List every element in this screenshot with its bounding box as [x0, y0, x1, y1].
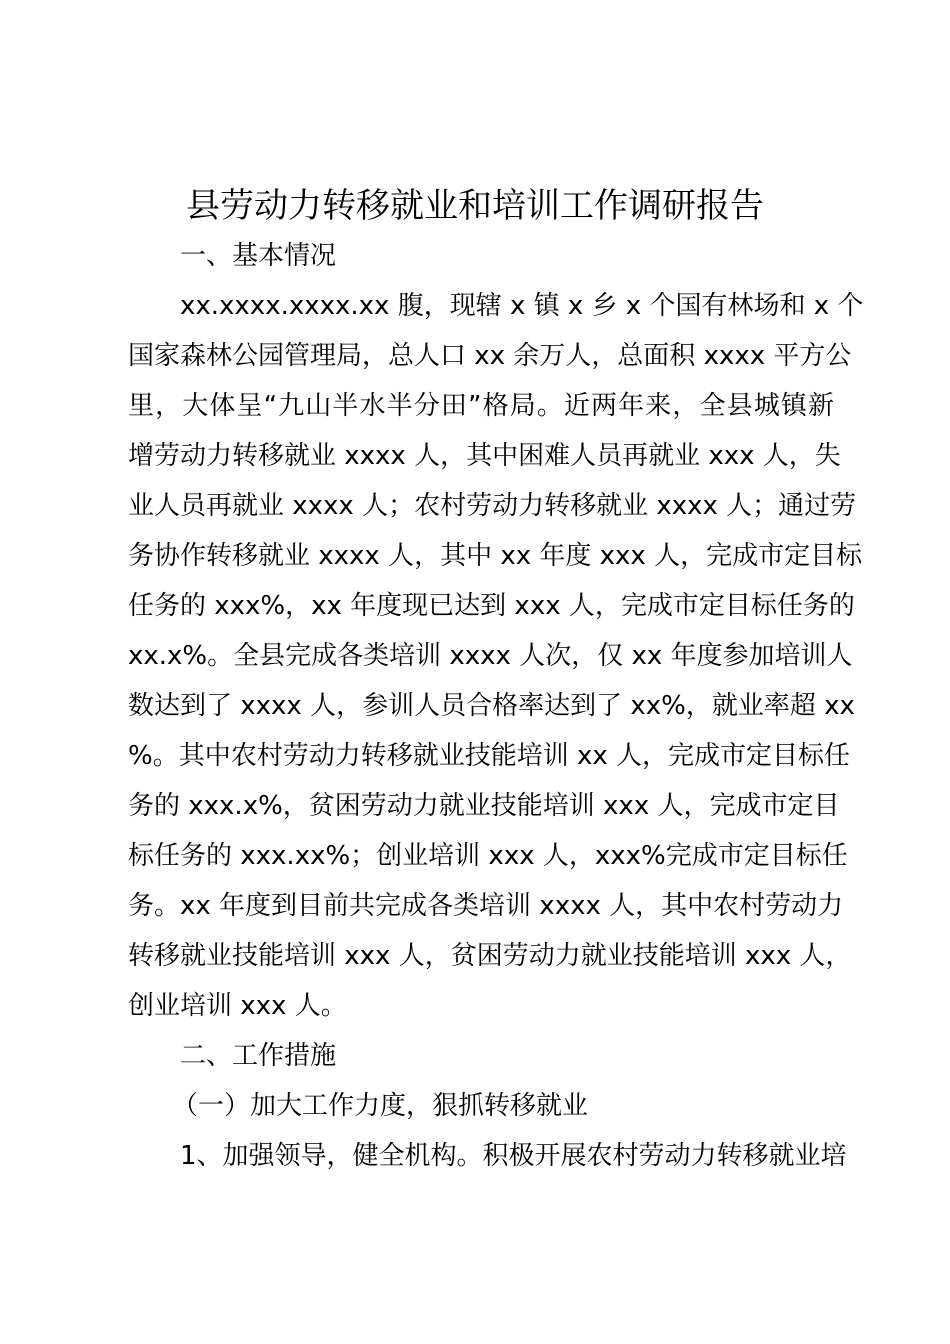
paragraph-line: %。其中农村劳动力转移就业技能培训 xx 人，完成市定目标任 [128, 741, 851, 771]
paragraph-line: xx.xxxx.xxxx.xx 腹，现辖 x 镇 x 乡 x 个国有林场和 x 个 [180, 291, 864, 321]
paragraph-line: 务协作转移就业 xxxx 人，其中 xx 年度 xxx 人，完成市定目标 [128, 541, 863, 571]
paragraph-line: 数达到了 xxxx 人，参训人员合格率达到了 xx%，就业率超 xx [128, 691, 855, 721]
paragraph-line: 里，大体呈“九山半水半分田”格局。近两年来，全县城镇新 [128, 391, 834, 421]
paragraph-line: 转移就业技能培训 xxx 人，贫困劳动力就业技能培训 xxx 人， [128, 941, 852, 971]
paragraph-line: 任务的 xxx%，xx 年度现已达到 xxx 人，完成市定目标任务的 [128, 591, 855, 621]
paragraph-line: xx.x%。全县完成各类培训 xxxx 人次，仅 xx 年度参加培训人 [128, 641, 853, 671]
section-heading-basic-situation: 一、基本情况 [180, 241, 337, 271]
paragraph-line: 务。xx 年度到目前共完成各类培训 xxxx 人，其中农村劳动力 [128, 891, 844, 921]
paragraph-line: 业人员再就业 xxxx 人；农村劳动力转移就业 xxxx 人；通过劳 [128, 491, 857, 521]
item-paragraph-first-line: 1、加强领导，健全机构。积极开展农村劳动力转移就业培 [180, 1141, 847, 1171]
paragraph-line: 国家森林公园管理局，总人口 xx 余万人，总面积 xxxx 平方公 [128, 341, 852, 371]
paragraph-line: 增劳动力转移就业 xxxx 人，其中困难人员再就业 xxx 人，失 [128, 441, 841, 471]
paragraph-line: 务的 xxx.x%，贫困劳动力就业技能培训 xxx 人，完成市定目 [128, 791, 840, 821]
paragraph-line: 创业培训 xxx 人。 [128, 991, 347, 1021]
paragraph-line: 标任务的 xxx.xx%；创业培训 xxx 人，xxx%完成市定目标任 [128, 841, 848, 871]
document-title: 县劳动力转移就业和培训工作调研报告 [186, 186, 764, 226]
subsection-heading: （一）加大工作力度，狠抓转移就业 [172, 1091, 589, 1121]
section-heading-work-measures: 二、工作措施 [180, 1041, 337, 1071]
